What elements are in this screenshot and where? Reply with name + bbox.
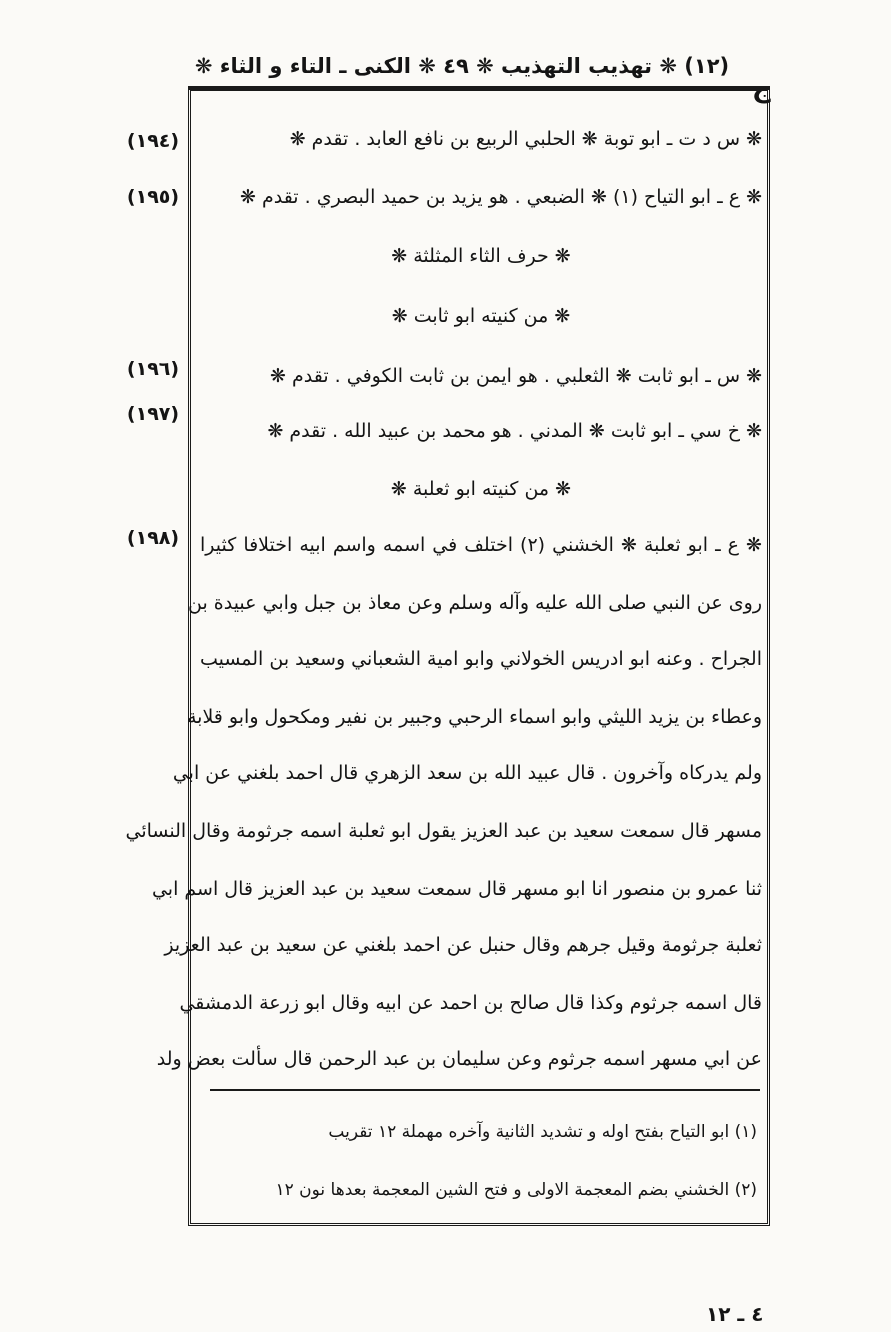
entry-198-line: ولم يدركاه وآخرون . قال عبيد الله بن سعد الزهري قال احمد بلغني عن ابي [172, 762, 762, 784]
subheading-abu-thabit: ❋ من كنيته ابو ثابت ❋ [391, 305, 571, 327]
entry-198-line: قال اسمه جرثوم وكذا قال صالح بن احمد عن ابيه وقال ابو زرعة الدمشقي [179, 992, 762, 1014]
entry-198-line: ثعلبة جرثومة وقيل جرهم وقال حنبل عن احمد بلغني عن سعيد بن عبد العزيز [164, 934, 762, 956]
footnote-2: (٢) الخشني بضم المعجمة الاولى و فتح الشين المعجمة بعدها نون ١٢ [275, 1180, 757, 1200]
entry-line-194: ❋ س د ت ـ ابو توبة ❋ الحلبي الربيع بن نافع العابد . تقدم ❋ [289, 128, 762, 150]
entry-198-line: ❋ ع ـ ابو ثعلبة ❋ الخشني (٢) اختلف في اسمه واسم ابيه اختلافا كثيرا [200, 534, 762, 556]
entry-198-line: عن ابي مسهر اسمه جرثوم وعن سليمان بن عبد الرحمن قال سألت بعض ولد [156, 1048, 762, 1070]
running-header: (١٢) ❋ تهذيب التهذيب ❋ ٤٩ ❋ الكنى ـ التاء و الثاء ❋ [194, 54, 730, 78]
entry-line-197: ❋ خ سي ـ ابو ثابت ❋ المدني . هو محمد بن عبيد الله . تقدم ❋ [267, 420, 762, 442]
entry-198-line: روى عن النبي صلى الله عليه وآله وسلم وعن معاذ بن جبل وابي عبيدة بن [187, 592, 762, 614]
footnote-1: (١) ابو التياح بفتح اوله و تشديد الثانية وآخره مهملة ١٢ تقريب [328, 1122, 757, 1142]
entry-198-line: الجراح . وعنه ابو ادريس الخولاني وابو امية الشعباني وسعيد بن المسيب [199, 648, 762, 670]
subheading-abu-thalaba: ❋ من كنيته ابو ثعلبة ❋ [390, 478, 572, 500]
entry-number-196: (١٩٦) [126, 358, 180, 380]
entry-number-194: (١٩٤) [126, 130, 180, 152]
entry-198-line: مسهر قال سمعت سعيد بن عبد العزيز يقول ابو ثعلبة اسمه جرثومة وقال النسائي [125, 820, 762, 842]
section-heading-tha: ❋ حرف الثاء المثلثة ❋ [391, 245, 571, 267]
entry-line-196: ❋ س ـ ابو ثابت ❋ الثعلبي . هو ايمن بن ثابت الكوفي . تقدم ❋ [270, 365, 762, 387]
entry-198-line: وعطاء بن يزيد الليثي وابو اسماء الرحبي وجبير بن نفير ومكحول وابو قلابة [187, 706, 762, 728]
footnote-separator [210, 1089, 760, 1091]
entry-number-197: (١٩٧) [126, 403, 180, 425]
entry-line-195: ❋ ع ـ ابو التياح (١) ❋ الضبعي . هو يزيد بن حميد البصري . تقدم ❋ [240, 186, 762, 208]
entry-198-line: ثنا عمرو بن منصور انا ابو مسهر قال سمعت سعيد بن عبد العزيز قال اسم ابي [151, 878, 762, 900]
page-number: ٤ ـ ١٢ [706, 1302, 764, 1326]
entry-number-198: (١٩٨) [126, 527, 180, 549]
entry-number-195: (١٩٥) [126, 186, 180, 208]
